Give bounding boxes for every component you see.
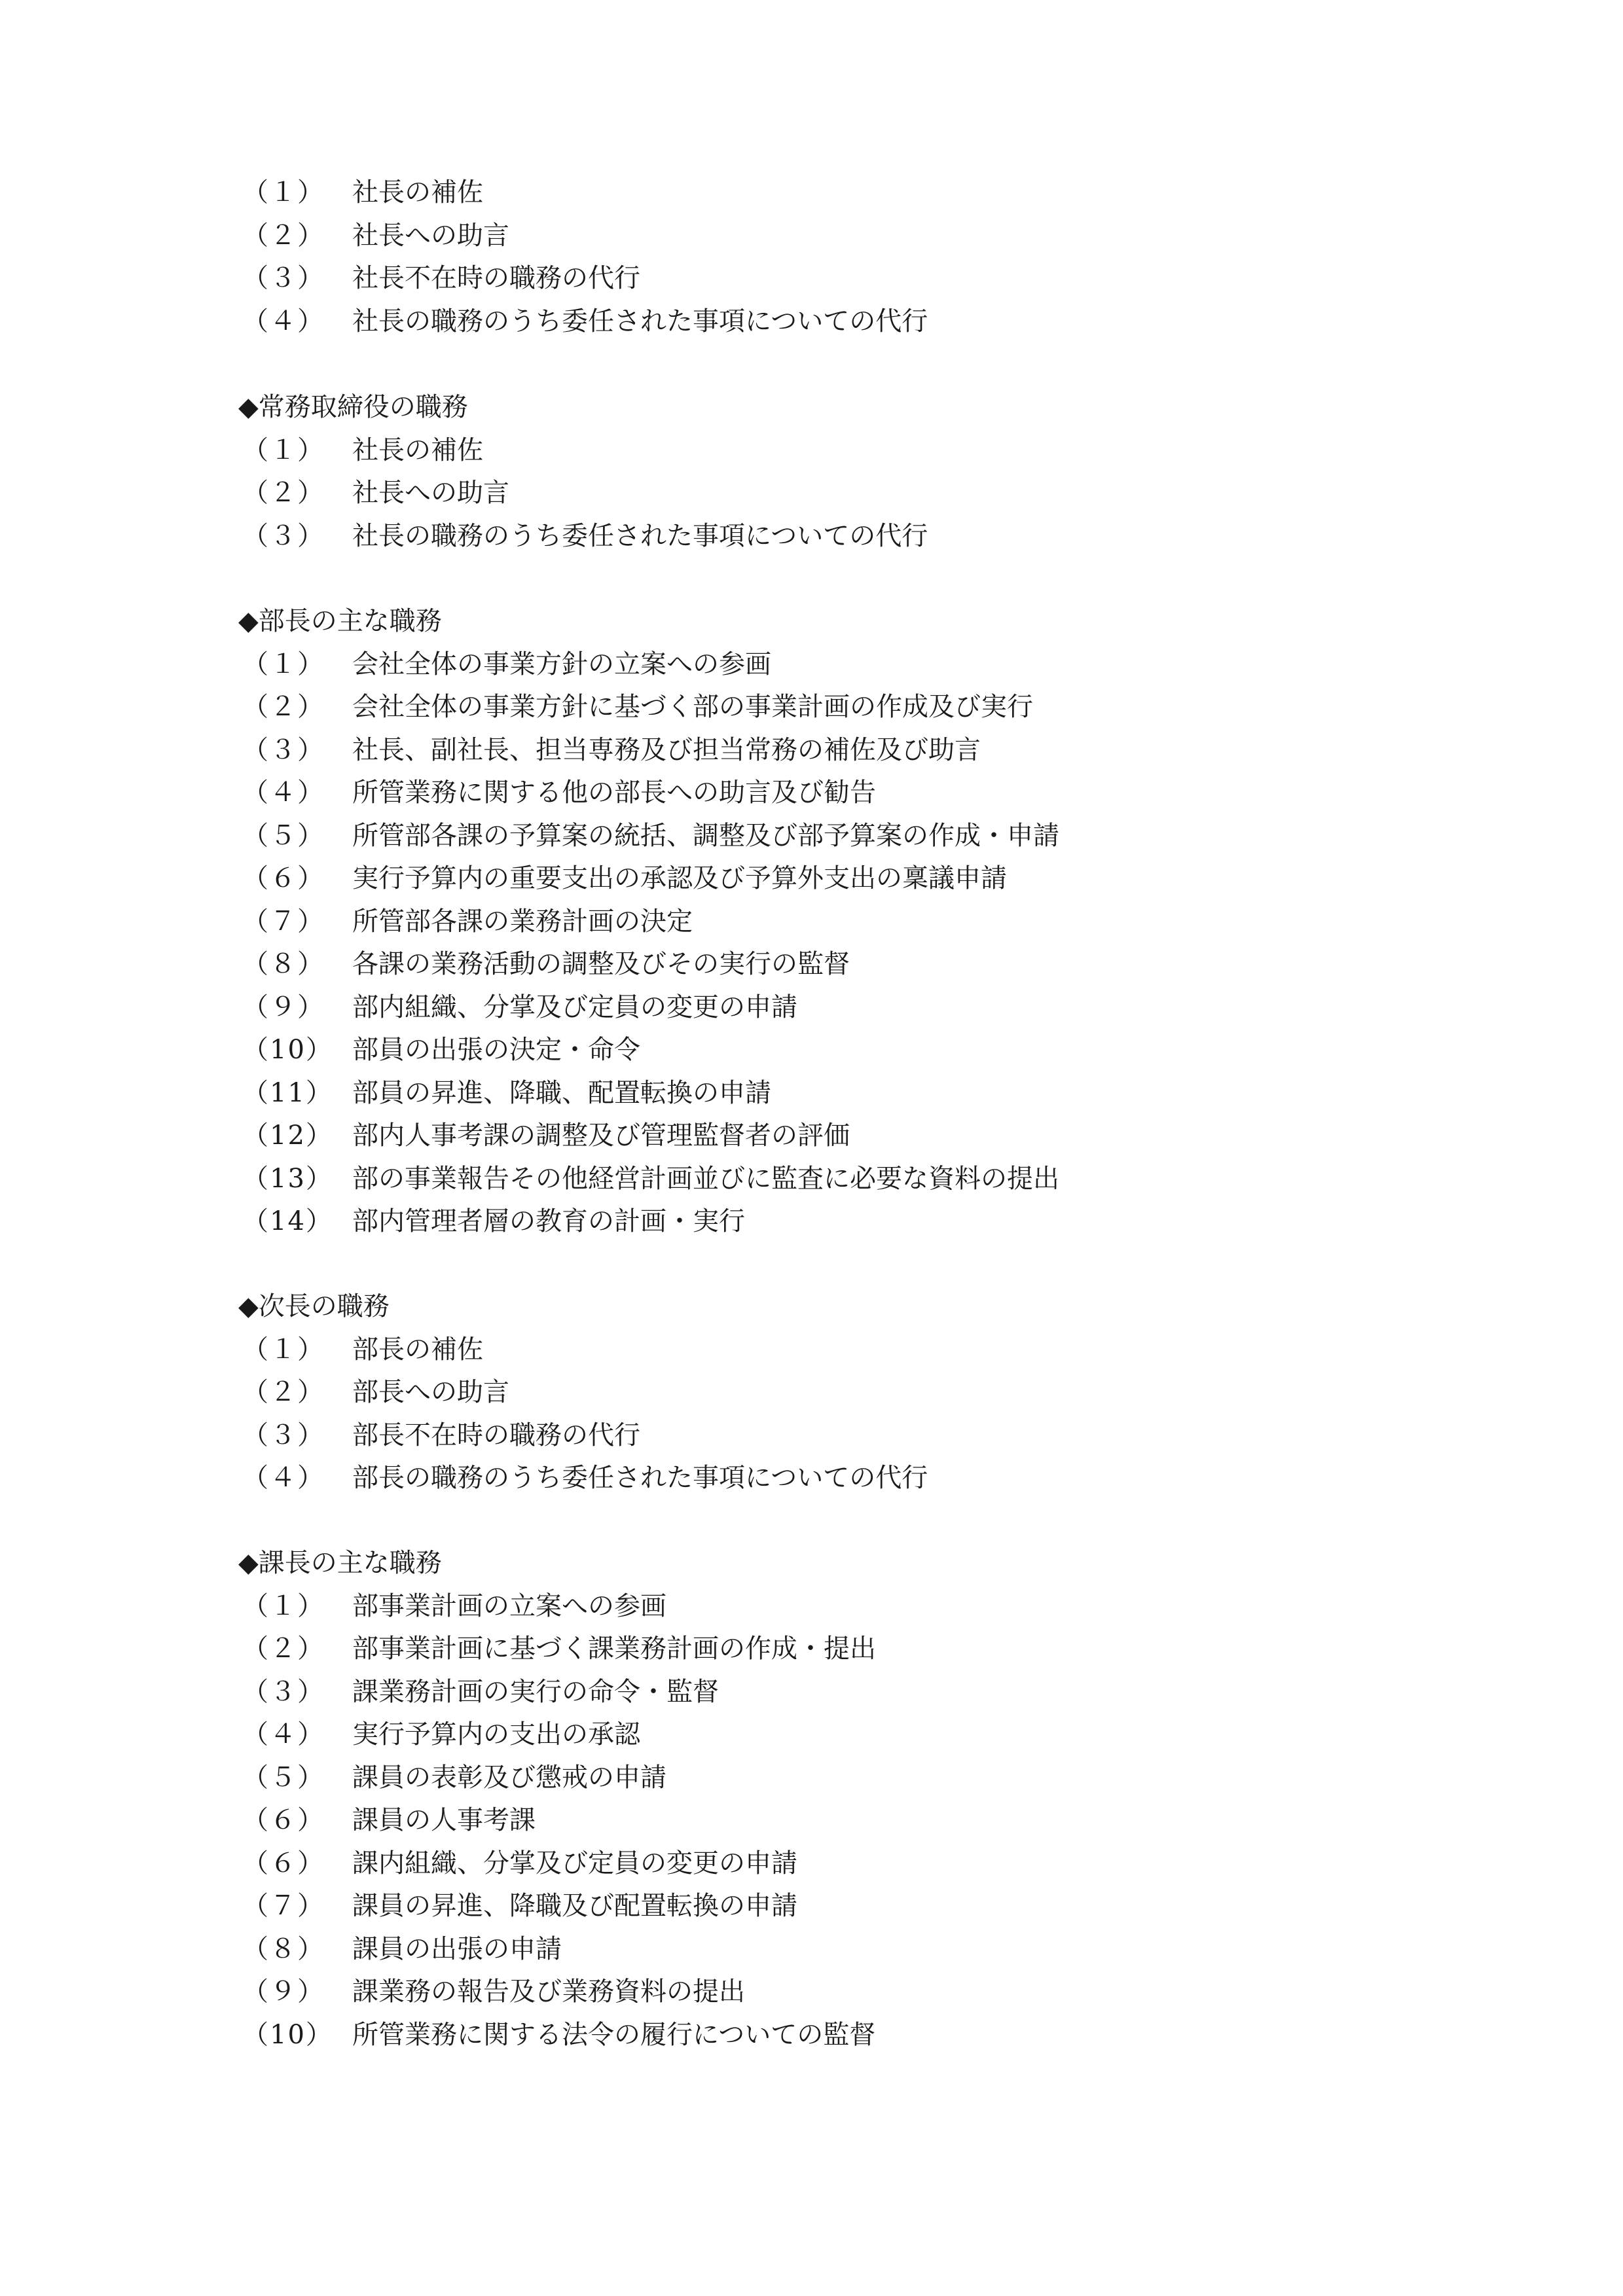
item-number: （４） — [242, 306, 325, 336]
list-item — [238, 815, 1482, 858]
item-number: （７） — [242, 1891, 325, 1921]
section-continued-duties — [238, 171, 1482, 343]
item-text: 部員の昇進、降職、配置転換の申請 — [352, 1077, 771, 1108]
item-number: （６） — [242, 863, 325, 893]
item-number: （３） — [242, 734, 325, 765]
item-text: 部の事業報告その他経営計画並びに監査に必要な資料の提出 — [352, 1163, 1059, 1194]
list-item — [238, 729, 1482, 772]
list-item — [238, 857, 1482, 901]
item-number: （１） — [242, 1590, 325, 1621]
section-heading: ◆常務取締役の職務 — [238, 392, 468, 422]
section-department-manager — [238, 600, 1482, 1244]
item-number: （１） — [242, 435, 325, 465]
item-number: （５） — [242, 820, 325, 851]
item-number: （10） — [242, 1035, 333, 1065]
item-text: 部長不在時の職務の代行 — [352, 1420, 640, 1450]
item-text: 部内組織、分掌及び定員の変更の申請 — [352, 992, 797, 1022]
list-item — [238, 257, 1482, 300]
item-number: （３） — [242, 263, 325, 293]
item-number: （11） — [242, 1077, 333, 1108]
item-number: （８） — [242, 1933, 325, 1964]
list-item — [238, 1158, 1482, 1201]
item-text: 部事業計画に基づく課業務計画の作成・提出 — [352, 1634, 876, 1664]
item-text: 部事業計画の立案への参画 — [352, 1590, 666, 1621]
list-item — [238, 772, 1482, 815]
list-item — [238, 300, 1482, 344]
section-managing-director — [238, 386, 1482, 558]
item-number: （３） — [242, 1420, 325, 1450]
item-number: （12） — [242, 1121, 333, 1151]
list-item — [238, 1329, 1482, 1372]
list-item — [238, 1628, 1482, 1671]
list-item — [238, 1414, 1482, 1458]
list-item — [238, 643, 1482, 687]
item-text: 社長の補佐 — [352, 435, 483, 465]
item-number: （２） — [242, 1377, 325, 1407]
list-item — [238, 1371, 1482, 1414]
list-item — [238, 1713, 1482, 1757]
item-text: 社長の補佐 — [352, 177, 483, 207]
item-number: （２） — [242, 478, 325, 508]
item-text: 実行予算内の支出の承認 — [352, 1719, 640, 1749]
item-text: 課業務の報告及び業務資料の提出 — [352, 1977, 745, 2007]
item-number: （９） — [242, 992, 325, 1022]
item-number: （２） — [242, 692, 325, 722]
item-text: 部員の出張の決定・命令 — [352, 1035, 640, 1065]
item-text: 社長の職務のうち委任された事項についての代行 — [352, 520, 928, 551]
item-number: （８） — [242, 949, 325, 979]
item-text: 部長への助言 — [352, 1377, 509, 1407]
list-item — [238, 686, 1482, 729]
list-item — [238, 1757, 1482, 1800]
item-number: （２） — [242, 220, 325, 251]
section-heading: ◆課長の主な職務 — [238, 1548, 442, 1578]
list-item — [238, 1928, 1482, 1971]
list-item — [238, 472, 1482, 515]
item-number: （１） — [242, 1334, 325, 1365]
item-text: 課員の人事考課 — [352, 1805, 536, 1835]
item-text: 会社全体の事業方針に基づく部の事業計画の作成及び実行 — [352, 692, 1033, 722]
item-text: 社長への助言 — [352, 220, 509, 251]
item-number: （１） — [242, 649, 325, 679]
item-text: 社長不在時の職務の代行 — [352, 263, 640, 293]
item-number: （10） — [242, 2019, 333, 2050]
item-number: （６） — [242, 1805, 325, 1835]
item-number: （４） — [242, 778, 325, 808]
item-text: 社長、副社長、担当専務及び担当常務の補佐及び助言 — [352, 734, 981, 765]
list-item — [238, 943, 1482, 986]
item-number: （７） — [242, 906, 325, 937]
list-item — [238, 1200, 1482, 1244]
section-deputy-manager — [238, 1285, 1482, 1500]
list-item — [238, 986, 1482, 1030]
section-section-manager — [238, 1542, 1482, 2056]
item-text: 課員の表彰及び懲戒の申請 — [352, 1762, 666, 1793]
item-text: 所管部各課の業務計画の決定 — [352, 906, 693, 937]
item-text: 所管業務に関する法令の履行についての監督 — [352, 2019, 876, 2050]
item-text: 部長の職務のうち委任された事項についての代行 — [352, 1463, 928, 1493]
list-item — [238, 515, 1482, 558]
list-item — [238, 1885, 1482, 1928]
item-number: （５） — [242, 1762, 325, 1793]
item-text: 社長の職務のうち委任された事項についての代行 — [352, 306, 928, 336]
item-text: 部内管理者層の教育の計画・実行 — [352, 1206, 745, 1236]
item-text: 課員の昇進、降職及び配置転換の申請 — [352, 1891, 797, 1921]
item-text: 課内組織、分掌及び定員の変更の申請 — [352, 1848, 797, 1878]
list-item — [238, 1799, 1482, 1842]
item-text: 所管業務に関する他の部長への助言及び勧告 — [352, 778, 876, 808]
item-text: 各課の業務活動の調整及びその実行の監督 — [352, 949, 850, 979]
item-number: （６） — [242, 1848, 325, 1878]
item-text: 部長の補佐 — [352, 1334, 483, 1365]
item-number: （３） — [242, 520, 325, 551]
item-text: 課員の出張の申請 — [352, 1933, 562, 1964]
list-item — [238, 1585, 1482, 1628]
item-text: 所管部各課の予算案の統括、調整及び部予算案の作成・申請 — [352, 820, 1059, 851]
list-item — [238, 1842, 1482, 1886]
section-heading: ◆次長の職務 — [238, 1291, 390, 1321]
list-item — [238, 2014, 1482, 2057]
item-number: （13） — [242, 1163, 333, 1194]
list-item — [238, 429, 1482, 473]
list-item — [238, 171, 1482, 215]
list-item — [238, 1072, 1482, 1115]
item-text: 部内人事考課の調整及び管理監督者の評価 — [352, 1121, 850, 1151]
list-item — [238, 1971, 1482, 2014]
list-item — [238, 1457, 1482, 1500]
list-item — [238, 901, 1482, 944]
section-heading: ◆部長の主な職務 — [238, 606, 442, 636]
item-number: （４） — [242, 1463, 325, 1493]
item-text: 実行予算内の重要支出の承認及び予算外支出の稟議申請 — [352, 863, 1007, 893]
item-number: （９） — [242, 1977, 325, 2007]
item-text: 会社全体の事業方針の立案への参画 — [352, 649, 771, 679]
item-number: （14） — [242, 1206, 333, 1236]
list-item — [238, 1115, 1482, 1158]
item-number: （４） — [242, 1719, 325, 1749]
item-number: （１） — [242, 177, 325, 207]
item-text: 課業務計画の実行の命令・監督 — [352, 1676, 719, 1707]
list-item — [238, 215, 1482, 258]
item-number: （２） — [242, 1634, 325, 1664]
list-item — [238, 1671, 1482, 1714]
list-item — [238, 1029, 1482, 1072]
item-number: （３） — [242, 1676, 325, 1707]
item-text: 社長への助言 — [352, 478, 509, 508]
